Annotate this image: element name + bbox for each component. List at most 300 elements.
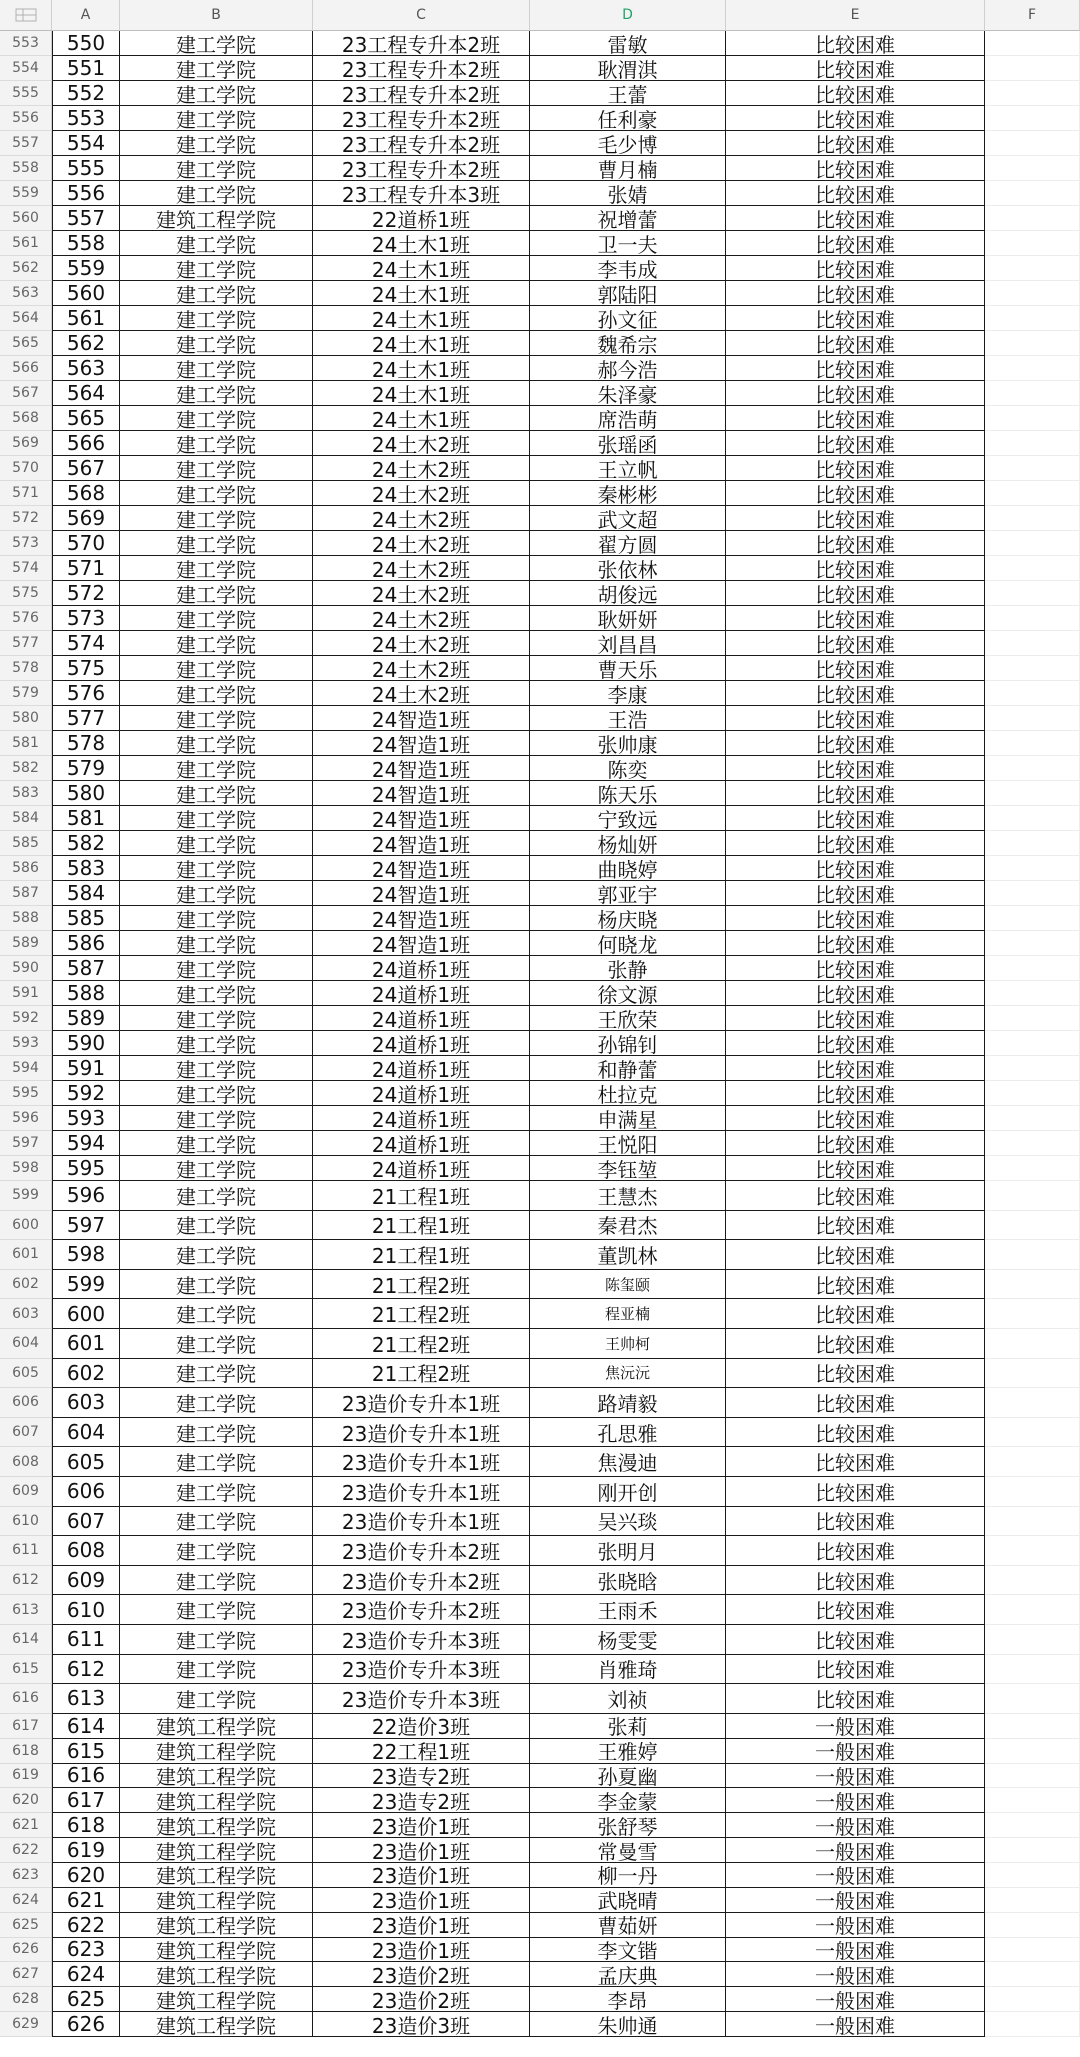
- row-header[interactable]: 562: [0, 256, 52, 281]
- cell-f[interactable]: [985, 1211, 1080, 1241]
- cell-c[interactable]: 23造专2班: [313, 1764, 530, 1789]
- cell-f[interactable]: [985, 281, 1080, 306]
- cell-b[interactable]: 建筑工程学院: [120, 1838, 313, 1863]
- cell-f[interactable]: [985, 1418, 1080, 1448]
- cell-c[interactable]: 23造价专升本1班: [313, 1447, 530, 1477]
- cell-f[interactable]: [985, 106, 1080, 131]
- cell-e[interactable]: 比较困难: [726, 456, 985, 481]
- cell-b[interactable]: 建工学院: [120, 931, 313, 956]
- cell-a[interactable]: 618: [52, 1813, 120, 1838]
- cell-a[interactable]: 576: [52, 681, 120, 706]
- row-header[interactable]: 616: [0, 1684, 52, 1714]
- row-header[interactable]: 596: [0, 1106, 52, 1131]
- cell-a[interactable]: 607: [52, 1507, 120, 1537]
- cell-f[interactable]: [985, 556, 1080, 581]
- cell-f[interactable]: [985, 1625, 1080, 1655]
- cell-d[interactable]: 翟方圆: [530, 531, 726, 556]
- row-header[interactable]: 599: [0, 1181, 52, 1211]
- cell-b[interactable]: 建工学院: [120, 1655, 313, 1685]
- cell-f[interactable]: [985, 856, 1080, 881]
- cell-d[interactable]: 杨雯雯: [530, 1625, 726, 1655]
- cell-c[interactable]: 23造价专升本3班: [313, 1684, 530, 1714]
- cell-b[interactable]: 建筑工程学院: [120, 1913, 313, 1938]
- cell-b[interactable]: 建工学院: [120, 581, 313, 606]
- cell-b[interactable]: 建工学院: [120, 1507, 313, 1537]
- cell-b[interactable]: 建工学院: [120, 406, 313, 431]
- cell-f[interactable]: [985, 1299, 1080, 1329]
- cell-c[interactable]: 24智造1班: [313, 756, 530, 781]
- cell-e[interactable]: 比较困难: [726, 1418, 985, 1448]
- cell-d[interactable]: 董凯林: [530, 1240, 726, 1270]
- cell-b[interactable]: 建工学院: [120, 556, 313, 581]
- row-header[interactable]: 619: [0, 1764, 52, 1789]
- cell-b[interactable]: 建工学院: [120, 256, 313, 281]
- cell-a[interactable]: 598: [52, 1240, 120, 1270]
- cell-f[interactable]: [985, 1006, 1080, 1031]
- cell-d[interactable]: 陈奕: [530, 756, 726, 781]
- cell-a[interactable]: 599: [52, 1270, 120, 1300]
- cell-e[interactable]: 比较困难: [726, 606, 985, 631]
- row-header[interactable]: 627: [0, 1962, 52, 1987]
- cell-c[interactable]: 24智造1班: [313, 806, 530, 831]
- cell-b[interactable]: 建筑工程学院: [120, 1788, 313, 1813]
- cell-f[interactable]: [985, 1447, 1080, 1477]
- row-header[interactable]: 601: [0, 1240, 52, 1270]
- column-header-a[interactable]: A: [52, 0, 120, 31]
- cell-b[interactable]: 建筑工程学院: [120, 1764, 313, 1789]
- cell-a[interactable]: 575: [52, 656, 120, 681]
- cell-f[interactable]: [985, 206, 1080, 231]
- cell-e[interactable]: 一般困难: [726, 1813, 985, 1838]
- cell-e[interactable]: 一般困难: [726, 1764, 985, 1789]
- cell-b[interactable]: 建筑工程学院: [120, 1714, 313, 1739]
- cell-a[interactable]: 574: [52, 631, 120, 656]
- row-header[interactable]: 597: [0, 1131, 52, 1156]
- cell-e[interactable]: 一般困难: [726, 1987, 985, 2012]
- cell-f[interactable]: [985, 881, 1080, 906]
- cell-d[interactable]: 刘祯: [530, 1684, 726, 1714]
- cell-a[interactable]: 571: [52, 556, 120, 581]
- cell-f[interactable]: [985, 431, 1080, 456]
- cell-a[interactable]: 579: [52, 756, 120, 781]
- cell-f[interactable]: [985, 506, 1080, 531]
- cell-d[interactable]: 杜拉克: [530, 1081, 726, 1106]
- cell-b[interactable]: 建筑工程学院: [120, 1938, 313, 1963]
- cell-d[interactable]: 王帅柯: [530, 1329, 726, 1359]
- cell-f[interactable]: [985, 481, 1080, 506]
- cell-d[interactable]: 张晓晗: [530, 1566, 726, 1596]
- row-header[interactable]: 560: [0, 206, 52, 231]
- cell-f[interactable]: [985, 806, 1080, 831]
- cell-b[interactable]: 建工学院: [120, 56, 313, 81]
- cell-b[interactable]: 建工学院: [120, 806, 313, 831]
- cell-b[interactable]: 建工学院: [120, 331, 313, 356]
- cell-d[interactable]: 毛少博: [530, 131, 726, 156]
- cell-b[interactable]: 建工学院: [120, 781, 313, 806]
- cell-f[interactable]: [985, 531, 1080, 556]
- column-header-b[interactable]: B: [120, 0, 313, 31]
- row-header[interactable]: 605: [0, 1359, 52, 1389]
- cell-a[interactable]: 569: [52, 506, 120, 531]
- cell-a[interactable]: 620: [52, 1863, 120, 1888]
- cell-c[interactable]: 24土木1班: [313, 381, 530, 406]
- cell-b[interactable]: 建工学院: [120, 306, 313, 331]
- cell-f[interactable]: [985, 906, 1080, 931]
- cell-c[interactable]: 23造价专升本1班: [313, 1418, 530, 1448]
- cell-a[interactable]: 558: [52, 231, 120, 256]
- cell-b[interactable]: 建工学院: [120, 381, 313, 406]
- cell-f[interactable]: [985, 1359, 1080, 1389]
- cell-b[interactable]: 建工学院: [120, 1477, 313, 1507]
- cell-a[interactable]: 591: [52, 1056, 120, 1081]
- cell-a[interactable]: 554: [52, 131, 120, 156]
- cell-e[interactable]: 比较困难: [726, 356, 985, 381]
- cell-b[interactable]: 建工学院: [120, 1056, 313, 1081]
- cell-f[interactable]: [985, 1987, 1080, 2012]
- cell-d[interactable]: 王浩: [530, 706, 726, 731]
- cell-d[interactable]: 焦沅沅: [530, 1359, 726, 1389]
- cell-c[interactable]: 24土木2班: [313, 631, 530, 656]
- cell-c[interactable]: 24道桥1班: [313, 956, 530, 981]
- cell-c[interactable]: 24土木2班: [313, 581, 530, 606]
- cell-e[interactable]: 比较困难: [726, 706, 985, 731]
- cell-a[interactable]: 557: [52, 206, 120, 231]
- cell-e[interactable]: 一般困难: [726, 1838, 985, 1863]
- cell-c[interactable]: 23造价1班: [313, 1863, 530, 1888]
- cell-b[interactable]: 建工学院: [120, 1240, 313, 1270]
- row-header[interactable]: 583: [0, 781, 52, 806]
- cell-e[interactable]: 比较困难: [726, 256, 985, 281]
- cell-c[interactable]: 23造价1班: [313, 1913, 530, 1938]
- cell-f[interactable]: [985, 1655, 1080, 1685]
- row-header[interactable]: 617: [0, 1714, 52, 1739]
- cell-c[interactable]: 23造价1班: [313, 1938, 530, 1963]
- row-header[interactable]: 612: [0, 1566, 52, 1596]
- cell-c[interactable]: 23工程专升本2班: [313, 156, 530, 181]
- cell-f[interactable]: [985, 356, 1080, 381]
- cell-f[interactable]: [985, 706, 1080, 731]
- row-header[interactable]: 553: [0, 31, 52, 56]
- column-header-d[interactable]: D: [530, 0, 726, 31]
- cell-c[interactable]: 23造价1班: [313, 1813, 530, 1838]
- row-header[interactable]: 584: [0, 806, 52, 831]
- cell-e[interactable]: 比较困难: [726, 106, 985, 131]
- cell-a[interactable]: 556: [52, 181, 120, 206]
- column-header-f[interactable]: F: [985, 0, 1080, 31]
- cell-a[interactable]: 561: [52, 306, 120, 331]
- cell-f[interactable]: [985, 1388, 1080, 1418]
- cell-b[interactable]: 建筑工程学院: [120, 1962, 313, 1987]
- cell-a[interactable]: 583: [52, 856, 120, 881]
- row-header[interactable]: 594: [0, 1056, 52, 1081]
- cell-d[interactable]: 胡俊远: [530, 581, 726, 606]
- cell-b[interactable]: 建工学院: [120, 131, 313, 156]
- cell-e[interactable]: 比较困难: [726, 206, 985, 231]
- cell-a[interactable]: 594: [52, 1131, 120, 1156]
- row-header[interactable]: 577: [0, 631, 52, 656]
- cell-f[interactable]: [985, 1131, 1080, 1156]
- cell-b[interactable]: 建工学院: [120, 281, 313, 306]
- cell-b[interactable]: 建工学院: [120, 606, 313, 631]
- row-header[interactable]: 628: [0, 1987, 52, 2012]
- cell-d[interactable]: 张婧: [530, 181, 726, 206]
- cell-d[interactable]: 张莉: [530, 1714, 726, 1739]
- cell-c[interactable]: 24土木1班: [313, 256, 530, 281]
- cell-d[interactable]: 张依林: [530, 556, 726, 581]
- cell-c[interactable]: 23工程专升本2班: [313, 106, 530, 131]
- cell-e[interactable]: 比较困难: [726, 131, 985, 156]
- cell-c[interactable]: 24道桥1班: [313, 1006, 530, 1031]
- row-header[interactable]: 606: [0, 1388, 52, 1418]
- cell-c[interactable]: 24土木1班: [313, 231, 530, 256]
- cell-d[interactable]: 孟庆典: [530, 1962, 726, 1987]
- cell-c[interactable]: 24智造1班: [313, 706, 530, 731]
- cell-b[interactable]: 建工学院: [120, 1359, 313, 1389]
- cell-a[interactable]: 572: [52, 581, 120, 606]
- row-header[interactable]: 629: [0, 2012, 52, 2037]
- cell-d[interactable]: 秦君杰: [530, 1211, 726, 1241]
- cell-e[interactable]: 比较困难: [726, 931, 985, 956]
- cell-e[interactable]: 比较困难: [726, 1625, 985, 1655]
- row-header[interactable]: 604: [0, 1329, 52, 1359]
- cell-a[interactable]: 623: [52, 1938, 120, 1963]
- cell-a[interactable]: 612: [52, 1655, 120, 1685]
- cell-e[interactable]: 比较困难: [726, 156, 985, 181]
- cell-e[interactable]: 一般困难: [726, 2012, 985, 2037]
- cell-b[interactable]: 建筑工程学院: [120, 1888, 313, 1913]
- cell-a[interactable]: 621: [52, 1888, 120, 1913]
- cell-f[interactable]: [985, 231, 1080, 256]
- cell-b[interactable]: 建筑工程学院: [120, 1863, 313, 1888]
- cell-f[interactable]: [985, 1863, 1080, 1888]
- cell-d[interactable]: 吴兴琰: [530, 1507, 726, 1537]
- cell-b[interactable]: 建工学院: [120, 531, 313, 556]
- cell-c[interactable]: 23工程专升本2班: [313, 31, 530, 56]
- cell-a[interactable]: 604: [52, 1418, 120, 1448]
- cell-c[interactable]: 24土木1班: [313, 306, 530, 331]
- cell-e[interactable]: 比较困难: [726, 1566, 985, 1596]
- cell-e[interactable]: 比较困难: [726, 181, 985, 206]
- cell-b[interactable]: 建工学院: [120, 681, 313, 706]
- cell-c[interactable]: 24土木2班: [313, 431, 530, 456]
- cell-d[interactable]: 孙夏幽: [530, 1764, 726, 1789]
- cell-d[interactable]: 徐文源: [530, 981, 726, 1006]
- cell-e[interactable]: 比较困难: [726, 1211, 985, 1241]
- cell-d[interactable]: 郝今浩: [530, 356, 726, 381]
- cell-a[interactable]: 551: [52, 56, 120, 81]
- row-header[interactable]: 607: [0, 1418, 52, 1448]
- cell-f[interactable]: [985, 631, 1080, 656]
- row-header[interactable]: 566: [0, 356, 52, 381]
- cell-a[interactable]: 588: [52, 981, 120, 1006]
- cell-e[interactable]: 比较困难: [726, 1270, 985, 1300]
- cell-f[interactable]: [985, 1106, 1080, 1131]
- cell-c[interactable]: 23造价专升本1班: [313, 1507, 530, 1537]
- cell-d[interactable]: 曹天乐: [530, 656, 726, 681]
- cell-e[interactable]: 比较困难: [726, 1359, 985, 1389]
- cell-a[interactable]: 564: [52, 381, 120, 406]
- cell-d[interactable]: 王立帆: [530, 456, 726, 481]
- cell-f[interactable]: [985, 606, 1080, 631]
- cell-a[interactable]: 603: [52, 1388, 120, 1418]
- cell-f[interactable]: [985, 1181, 1080, 1211]
- row-header[interactable]: 593: [0, 1031, 52, 1056]
- row-header[interactable]: 620: [0, 1788, 52, 1813]
- cell-b[interactable]: 建筑工程学院: [120, 1987, 313, 2012]
- cell-b[interactable]: 建工学院: [120, 981, 313, 1006]
- cell-b[interactable]: 建工学院: [120, 1566, 313, 1596]
- cell-c[interactable]: 24智造1班: [313, 781, 530, 806]
- row-header[interactable]: 611: [0, 1536, 52, 1566]
- cell-e[interactable]: 比较困难: [726, 81, 985, 106]
- row-header[interactable]: 555: [0, 81, 52, 106]
- cell-c[interactable]: 22工程1班: [313, 1739, 530, 1764]
- cell-a[interactable]: 614: [52, 1714, 120, 1739]
- cell-d[interactable]: 李钰堃: [530, 1156, 726, 1181]
- cell-d[interactable]: 刚开创: [530, 1477, 726, 1507]
- row-header[interactable]: 575: [0, 581, 52, 606]
- cell-c[interactable]: 24道桥1班: [313, 1081, 530, 1106]
- cell-c[interactable]: 23造价专升本1班: [313, 1388, 530, 1418]
- cell-d[interactable]: 李金蒙: [530, 1788, 726, 1813]
- cell-c[interactable]: 21工程1班: [313, 1211, 530, 1241]
- cell-a[interactable]: 589: [52, 1006, 120, 1031]
- cell-b[interactable]: 建工学院: [120, 1031, 313, 1056]
- cell-f[interactable]: [985, 1240, 1080, 1270]
- cell-c[interactable]: 23工程专升本3班: [313, 181, 530, 206]
- cell-c[interactable]: 24智造1班: [313, 856, 530, 881]
- row-header[interactable]: 602: [0, 1270, 52, 1300]
- cell-b[interactable]: 建工学院: [120, 431, 313, 456]
- cell-a[interactable]: 613: [52, 1684, 120, 1714]
- cell-b[interactable]: 建工学院: [120, 1684, 313, 1714]
- cell-f[interactable]: [985, 1507, 1080, 1537]
- cell-d[interactable]: 王欣荣: [530, 1006, 726, 1031]
- cell-d[interactable]: 王悦阳: [530, 1131, 726, 1156]
- cell-c[interactable]: 23造价2班: [313, 1962, 530, 1987]
- row-header[interactable]: 563: [0, 281, 52, 306]
- cell-c[interactable]: 21工程2班: [313, 1270, 530, 1300]
- row-header[interactable]: 603: [0, 1299, 52, 1329]
- cell-e[interactable]: 比较困难: [726, 1181, 985, 1211]
- cell-f[interactable]: [985, 1764, 1080, 1789]
- cell-b[interactable]: 建工学院: [120, 1270, 313, 1300]
- cell-c[interactable]: 23造价专升本2班: [313, 1536, 530, 1566]
- cell-e[interactable]: 比较困难: [726, 231, 985, 256]
- cell-e[interactable]: 比较困难: [726, 631, 985, 656]
- cell-e[interactable]: 比较困难: [726, 1299, 985, 1329]
- cell-a[interactable]: 573: [52, 606, 120, 631]
- cell-c[interactable]: 22道桥1班: [313, 206, 530, 231]
- cell-d[interactable]: 何晓龙: [530, 931, 726, 956]
- cell-c[interactable]: 23造专2班: [313, 1788, 530, 1813]
- cell-a[interactable]: 581: [52, 806, 120, 831]
- cell-f[interactable]: [985, 781, 1080, 806]
- cell-f[interactable]: [985, 156, 1080, 181]
- cell-e[interactable]: 比较困难: [726, 281, 985, 306]
- cell-b[interactable]: 建工学院: [120, 1447, 313, 1477]
- row-header[interactable]: 581: [0, 731, 52, 756]
- cell-f[interactable]: [985, 1714, 1080, 1739]
- cell-c[interactable]: 23造价专升本2班: [313, 1566, 530, 1596]
- cell-c[interactable]: 24道桥1班: [313, 1131, 530, 1156]
- cell-c[interactable]: 24土木2班: [313, 606, 530, 631]
- cell-a[interactable]: 625: [52, 1987, 120, 2012]
- cell-a[interactable]: 566: [52, 431, 120, 456]
- cell-f[interactable]: [985, 1788, 1080, 1813]
- cell-b[interactable]: 建工学院: [120, 356, 313, 381]
- cell-e[interactable]: 比较困难: [726, 331, 985, 356]
- cell-f[interactable]: [985, 256, 1080, 281]
- cell-c[interactable]: 21工程1班: [313, 1181, 530, 1211]
- cell-c[interactable]: 24土木1班: [313, 281, 530, 306]
- cell-c[interactable]: 24土木1班: [313, 356, 530, 381]
- cell-f[interactable]: [985, 31, 1080, 56]
- cell-e[interactable]: 一般困难: [726, 1714, 985, 1739]
- cell-a[interactable]: 595: [52, 1156, 120, 1181]
- cell-d[interactable]: 焦漫迪: [530, 1447, 726, 1477]
- cell-a[interactable]: 601: [52, 1329, 120, 1359]
- cell-f[interactable]: [985, 1913, 1080, 1938]
- cell-d[interactable]: 曹月楠: [530, 156, 726, 181]
- cell-f[interactable]: [985, 831, 1080, 856]
- cell-c[interactable]: 23工程专升本2班: [313, 81, 530, 106]
- row-header[interactable]: 561: [0, 231, 52, 256]
- cell-e[interactable]: 一般困难: [726, 1739, 985, 1764]
- cell-b[interactable]: 建工学院: [120, 506, 313, 531]
- cell-b[interactable]: 建工学院: [120, 1106, 313, 1131]
- cell-d[interactable]: 王蕾: [530, 81, 726, 106]
- cell-f[interactable]: [985, 331, 1080, 356]
- cell-d[interactable]: 常曼雪: [530, 1838, 726, 1863]
- cell-b[interactable]: 建工学院: [120, 831, 313, 856]
- cell-a[interactable]: 619: [52, 1838, 120, 1863]
- cell-e[interactable]: 比较困难: [726, 1447, 985, 1477]
- row-header[interactable]: 565: [0, 331, 52, 356]
- cell-c[interactable]: 24智造1班: [313, 831, 530, 856]
- cell-b[interactable]: 建筑工程学院: [120, 2012, 313, 2037]
- cell-a[interactable]: 611: [52, 1625, 120, 1655]
- cell-c[interactable]: 24土木1班: [313, 331, 530, 356]
- cell-c[interactable]: 24土木2班: [313, 506, 530, 531]
- cell-d[interactable]: 张瑶函: [530, 431, 726, 456]
- cell-d[interactable]: 陈天乐: [530, 781, 726, 806]
- cell-e[interactable]: 比较困难: [726, 1595, 985, 1625]
- cell-a[interactable]: 624: [52, 1962, 120, 1987]
- cell-a[interactable]: 570: [52, 531, 120, 556]
- cell-b[interactable]: 建筑工程学院: [120, 206, 313, 231]
- cell-d[interactable]: 孔思雅: [530, 1418, 726, 1448]
- cell-d[interactable]: 朱帅通: [530, 2012, 726, 2037]
- cell-c[interactable]: 23造价专升本1班: [313, 1477, 530, 1507]
- cell-d[interactable]: 祝增蕾: [530, 206, 726, 231]
- cell-f[interactable]: [985, 681, 1080, 706]
- row-header[interactable]: 622: [0, 1838, 52, 1863]
- cell-a[interactable]: 585: [52, 906, 120, 931]
- cell-e[interactable]: 比较困难: [726, 1536, 985, 1566]
- row-header[interactable]: 610: [0, 1507, 52, 1537]
- cell-b[interactable]: 建工学院: [120, 706, 313, 731]
- cell-e[interactable]: 比较困难: [726, 806, 985, 831]
- row-header[interactable]: 587: [0, 881, 52, 906]
- cell-e[interactable]: 比较困难: [726, 556, 985, 581]
- cell-a[interactable]: 600: [52, 1299, 120, 1329]
- cell-d[interactable]: 卫一夫: [530, 231, 726, 256]
- cell-d[interactable]: 王慧杰: [530, 1181, 726, 1211]
- cell-b[interactable]: 建工学院: [120, 756, 313, 781]
- row-header[interactable]: 580: [0, 706, 52, 731]
- cell-d[interactable]: 刘昌昌: [530, 631, 726, 656]
